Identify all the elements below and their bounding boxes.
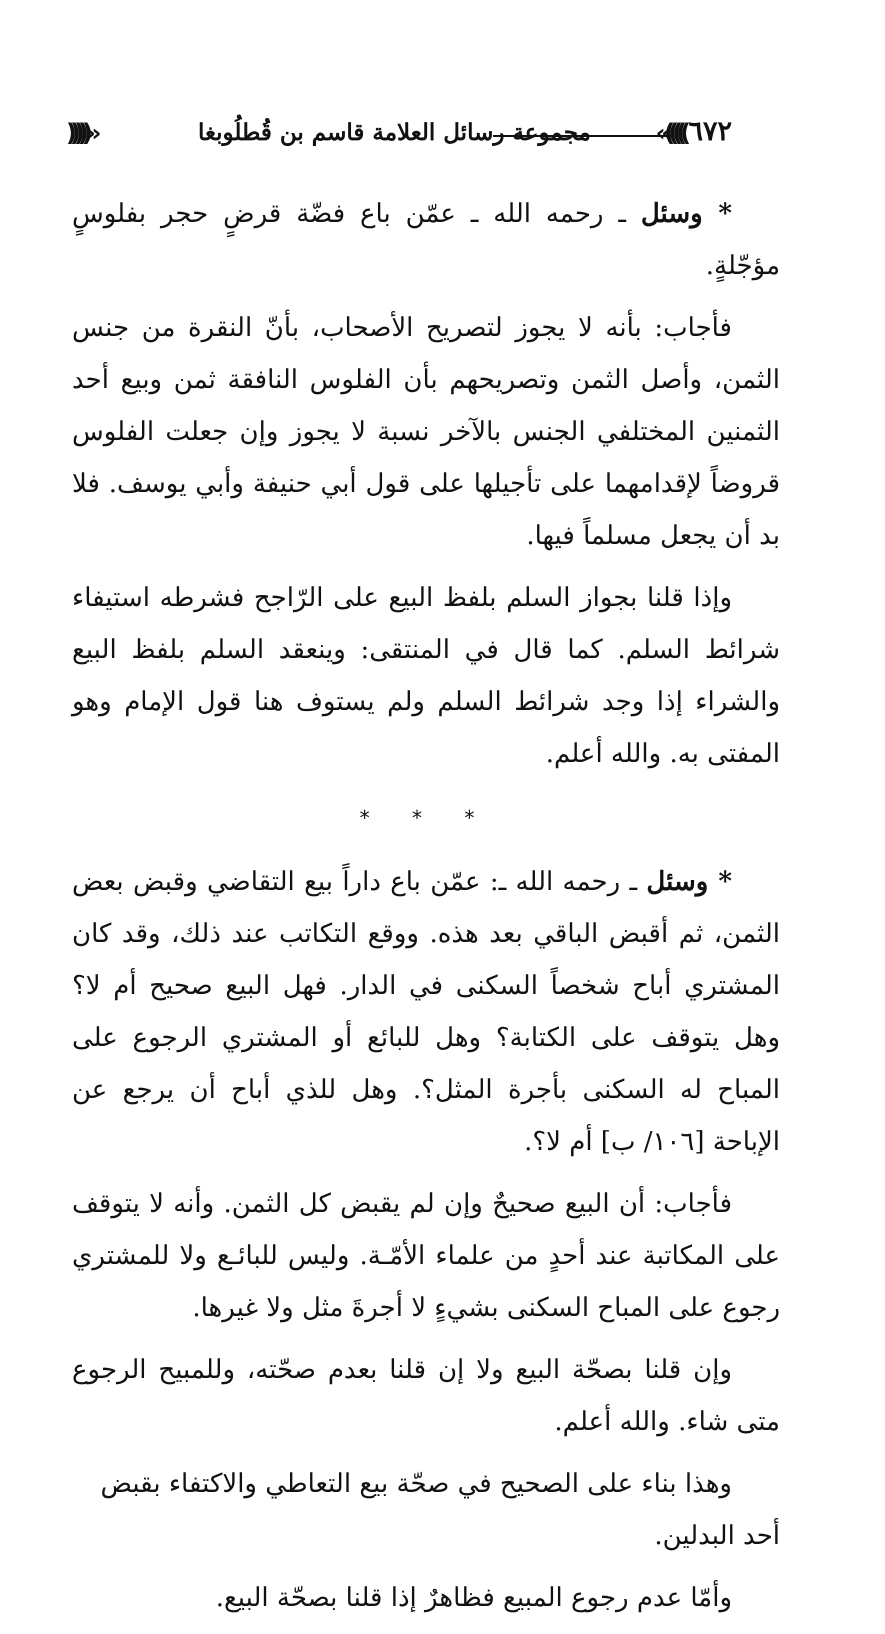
page-number: ٦٧٢ [688,116,732,147]
answer-1: فأجاب: بأنه لا يجوز لتصريح الأصحاب، بأنّ النقرة من جنس الثمن، وأصل الثمن وتصريحهم بأن الفلوس النافقة ثمن وبيع أحد الثمنين المختلفي الجنس بالآخر نسبة لا يجوز وإن جعلت الفلوس قروضاً لإقدامهما على تأجيلها على قول أبي حنيفة وأبي يوسف. فلا بد أن يجعل مسلماً فيها. [72,313,780,551]
answer-1-continued: وإذا قلنا بجواز السلم بلفظ البيع على الرّاجح فشرطه استيفاء شرائط السلم. كما قال في المنتقى: وينعقد السلم بلفظ البيع والشراء إذا وجد شرائط السلم ولم يستوف هنا قول الإمام وهو المفتى به. والله أعلم. [72,583,780,769]
book-title: مجموعة رسائل العلامة قاسم بن قُطلُوبغا [198,119,591,146]
running-header [58,112,780,152]
header-ornament-left: )))))» [66,119,95,147]
question-1 [72,188,780,292]
question-lead: * وسئل [646,867,732,897]
answer-2-note: وهذا بناء على الصحيح في صحّة بيع التعاطي والاكتفاء بقبض أحد البدلين. [100,1469,780,1551]
page-body [72,188,780,1634]
section-separator: * * * [359,806,493,830]
question-text: ـ رحمه الله ـ عمّن باع فضّة قرضٍ حجر بفلوسٍ مؤجّلةٍ. [72,199,780,281]
header-ornament-right: «((((( [655,119,684,147]
answer-2: فأجاب: أن البيع صحيحٌ وإن لم يقبض كل الثمن. وأنه لا يتوقف على المكاتبة عند أحدٍ من علماء الأمّـة. وليس للبائـع ولا للمشتري رجوع على المباح السكنى بشيءٍ لا أجرةَ مثل ولا غيرها. [72,1189,780,1323]
question-lead: * وسئل [640,199,733,229]
question-2 [72,856,780,1168]
question-text: ـ رحمه الله ـ: عمّن باع داراً بيع التقاضي وقبض بعض الثمن، ثم أقبض الباقي بعد هذه. ووقع التكاتب عند ذلك، وقد كان المشتري أباح شخصاً السكنى في الدار. فهل البيع صحيح أم لا؟ وهل يتوقف على الكتابة؟ وهل للبائع أو المشتري الرجوع على المباح له السكنى بأجرة المثل؟. وهل للذي أباح أن يرجع عن الإباحة [١٠٦/ ب] أم لا؟. [72,867,780,1157]
answer-2-closing: وأمّا عدم رجوع المبيع فظاهرٌ إذا قلنا بصحّة البيع. [215,1583,732,1613]
answer-2-continued: وإن قلنا بصحّة البيع ولا إن قلنا بعدم صحّته، وللمبيح الرجوع متى شاء. والله أعلم. [72,1355,780,1437]
